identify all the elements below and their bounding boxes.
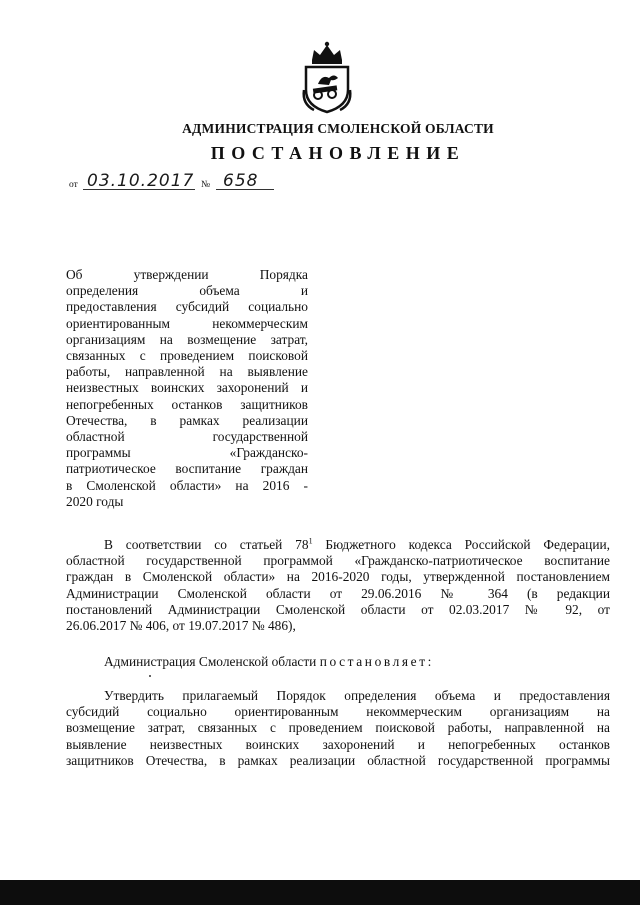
subject-line: непогребенных останков защитников [66, 396, 308, 412]
preamble-line: 26.06.2017 № 406, от 19.07.2017 № 486), [66, 618, 296, 634]
resolution-text: Администрация Смоленской области [104, 654, 320, 669]
preamble-line: постановлений Администрации Смоленской области от 02.03.2017 № 92, от [66, 601, 610, 617]
subject-line: определения объема и [66, 283, 308, 299]
subject-line: предоставления субсидий социально [66, 299, 308, 315]
resolution-line [66, 654, 610, 670]
subject-line: патриотическое воспитание граждан [66, 461, 308, 477]
scan-bottom-edge [0, 880, 640, 905]
operative-line: возмещение затрат, связанных с проведением поисковой работы, направленной на [66, 720, 610, 736]
document-subject [66, 267, 308, 510]
preamble-text: Бюджетного кодекса Российской Федерации, [312, 537, 611, 552]
preamble-paragraph [66, 537, 610, 634]
preamble-text: В соответствии со статьей 78 [104, 537, 309, 552]
operative-line: Утвердить прилагаемый Порядок определения объема и предоставления [104, 688, 610, 703]
handwritten-number: 658 [223, 171, 259, 191]
resolution-clause [66, 654, 610, 670]
subject-line: областной государственной [66, 429, 308, 445]
subject-line: 2020 годы [66, 493, 124, 509]
subject-line: организациям на возмещение затрат, [66, 331, 308, 347]
date-prefix: от [69, 180, 78, 190]
subject-line: в Смоленской области» на 2016 - [66, 477, 308, 493]
operative-line: субсидий социально ориентированным некоммерческим организациям на [66, 704, 610, 720]
subject-line: неизвестных воинских захоронений и [66, 380, 308, 396]
scan-speck [149, 675, 151, 677]
subject-line: Об утверждении Порядка [66, 267, 308, 282]
document-type-title: ПОСТАНОВЛЕНИЕ [210, 143, 466, 163]
preamble-line [66, 537, 610, 553]
subject-line: ориентированным некоммерческим [66, 315, 308, 331]
date-number-line [69, 170, 329, 192]
subject-line: работы, направленной на выявление [66, 364, 308, 380]
operative-paragraph [66, 688, 610, 769]
article-superscript: 1 [308, 536, 313, 546]
preamble-line: граждан в Смоленской области» на 2016-2020 годы, утвержденной постановлением [66, 569, 610, 585]
resolution-verb: постановляет: [319, 654, 434, 669]
number-prefix: № [201, 180, 211, 190]
organization-name: АДМИНИСТРАЦИЯ СМОЛЕНСКОЙ ОБЛАСТИ [182, 121, 494, 136]
subject-line: Отечества, в рамках реализации [66, 412, 308, 428]
coat-of-arms-icon [298, 40, 356, 116]
handwritten-date: 03.10.2017 [87, 171, 195, 191]
preamble-line: областной государственной программой «Гражданско-патриотическое воспитание [66, 553, 610, 569]
subject-line: связанных с проведением поисковой [66, 348, 308, 364]
operative-line: выявление неизвестных воинских захоронений и непогребенных останков [66, 736, 610, 752]
preamble-line: Администрации Смоленской области от 29.06.2016 № 364 (в редакции [66, 585, 610, 601]
subject-line: программы «Гражданско- [66, 445, 308, 461]
operative-line: защитников Отечества, в рамках реализации областной государственной программы [66, 752, 610, 768]
